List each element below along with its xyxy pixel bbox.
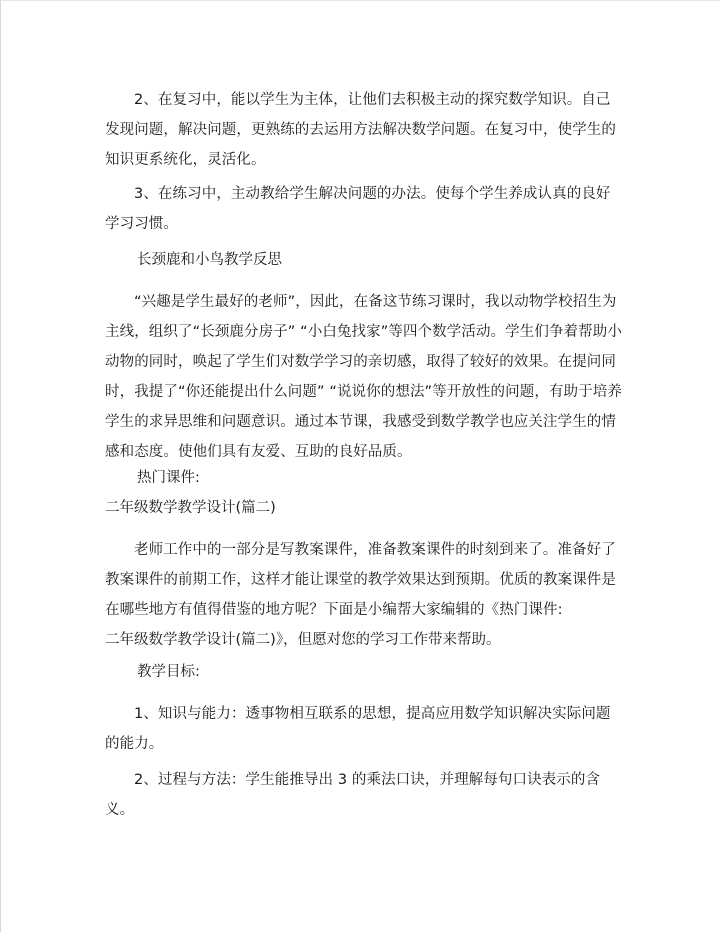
hot-courseware-label: 热门课件: [137,470,200,486]
paragraph-lesson-plan-intro: 老师工作中的一部分是写教案课件，准备教案课件的时刻到来了。准备好了教案课件的前期工作，这样才能让课堂的教学效果达到预期。优质的教案课件是在哪些地方有值得借鉴的地方呢？下面是小编帮大家编辑的《热门课件: [105,542,616,618]
design-title: 二年级数学教学设计(篇二) [105,500,276,516]
paragraph-practice-methods: 3、在练习中，主动教给学生解决问题的办法。使每个学生养成认真的良好学习习惯。 [105,186,611,232]
heading-giraffe-bird-reflection: 长颈鹿和小鸟教学反思 [137,252,282,268]
paragraph-reflection-interest: “兴趣是学生最好的老师”，因此，在备这节练习课时，我以动物学校招生为主线，组织了“长颈鹿分房子” “小白兔找家”等四个数学活动。学生们争着帮助小动物的同时，唤起了学生们对数学学习的亲切感，取得了较好的效果。在提问同时，我提了“你还能提出什么问题” “说说你的想法”等开放性的问题，有助于培养学生的求异思维和问题意识。通过本节课，我感受到数学教学也应关注学生的情感和态度。使他们具有友爱、互助的良好品质。 [105,294,622,460]
teaching-goals-label: 教学目标: [137,664,200,680]
paragraph-lesson-plan-intro-tail: 二年级数学教学设计(篇二)》，但愿对您的学习工作带来帮助。 [105,632,501,648]
goal-process-method: 2、过程与方法：学生能推导出 3 的乘法口诀，并理解每句口诀表示的含义。 [105,772,601,818]
paragraph-review-student-centered: 2、在复习中，能以学生为主体，让他们去积极主动的探究数学知识。自己发现问题，解决问题，更熟练的去运用方法解决数学问题。在复习中，使学生的知识更系统化，灵活化。 [105,92,616,168]
goal-knowledge-ability: 1、知识与能力：透事物相互联系的思想，提高应用数学知识解决实际问题的能力。 [105,706,611,752]
